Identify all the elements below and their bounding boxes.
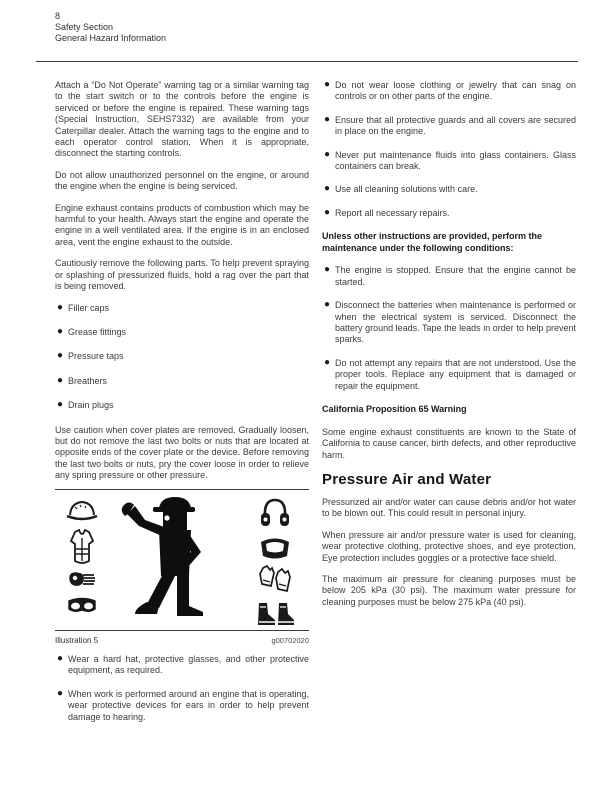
list-item: ● Wear a hard hat, protective glasses, and other protective equipment, as required. — [57, 652, 309, 676]
list-item: ● Filler caps — [57, 301, 110, 313]
figure-caption — [55, 630, 309, 646]
bullet-icon: ● — [324, 79, 331, 90]
paragraph: Do not allow unauthorized personnel on the engine, or around the engine when the engine is being serviced. — [55, 169, 309, 192]
paragraph: The maximum air pressure for cleaning purposes must be below 205 kPa (30 psi). The maximum water pressure for cleaning purposes must be below 275 kPa (40 psi). — [322, 573, 576, 607]
pressure-air-water-heading: Pressure Air and Water — [322, 470, 492, 488]
paragraph: Pressurized air and/or water can cause debris and/or hot water to be blown out. This could result in personal injury. — [322, 496, 576, 519]
respirator-icon — [67, 570, 97, 590]
paragraph: Cautiously remove the following parts. To help prevent spraying or splashing of pressurized fluids, hold a rag over the part that is being removed. — [55, 258, 309, 292]
bullet-icon: ● — [324, 299, 331, 311]
list-item: ● Grease fittings — [57, 325, 127, 337]
list-item: ● Never put maintenance fluids into glass containers. Glass containers can break. — [324, 148, 576, 172]
list-item: ● Ensure that all protective guards and all covers are secured in place on the engine. — [324, 113, 576, 137]
bullet-icon: ● — [57, 325, 64, 337]
paragraph: When pressure air and/or pressure water is used for cleaning, wear protective clothing, protective shoes, and eye protection. Eye protection includes goggles or a protective face shield. — [322, 529, 576, 563]
bullet-icon: ● — [324, 148, 331, 160]
paragraph: Some engine exhaust constituents are known to the State of California to cause cancer, birth defects, and other reproductive harm. — [322, 426, 576, 460]
bullet-icon: ● — [57, 687, 64, 699]
bullet-icon: ● — [57, 301, 64, 313]
gloves-icon — [257, 564, 293, 596]
bullet-icon: ● — [324, 206, 331, 218]
hard-hat-icon — [65, 498, 99, 524]
list-item: ● Use all cleaning solutions with care. — [324, 183, 478, 195]
figure-artwork — [55, 496, 309, 624]
right-column — [322, 80, 576, 618]
bullet-icon: ● — [57, 374, 64, 386]
ear-muffs-icon — [259, 496, 291, 530]
list-item: ● Disconnect the batteries when maintenance is performed or when the electrical system is serviced. Disconnect the battery ground leads. Tape the leads in order to help prevent sparks. — [324, 299, 576, 345]
worker-silhouette-icon — [115, 496, 233, 624]
safety-equipment-figure — [55, 489, 309, 646]
prop65-heading: California Proposition 65 Warning — [322, 404, 467, 415]
bullet-icon: ● — [324, 356, 331, 368]
left-icon-stack — [65, 498, 99, 615]
page-header — [55, 11, 166, 44]
list-item: ● Drain plugs — [57, 399, 114, 411]
list-item: ● Breathers — [57, 374, 108, 386]
bullet-icon: ● — [324, 183, 331, 195]
goggles-icon — [65, 595, 99, 615]
header-divider — [36, 61, 578, 62]
paragraph: Use caution when cover plates are removed. Gradually loosen, but do not remove the last two bolts or nuts that are located at opposite ends of the cover plate or the device. Before removing the last two bolts or nuts, pry the cover loose in order to relieve any spring pressure or other pressure. — [55, 424, 309, 481]
safety-vest-icon — [67, 529, 97, 565]
paragraph: Attach a “Do Not Operate” warning tag or a similar warning tag to the start switch or to the controls before the engine is serviced or before the engine is repaired. These warning tags (Special Instruction, SEHS7332) are available from your Caterpillar dealer. Attach the warning tags to the engine and to each operator control station. When it is appropriate, disconnect the starting controls. — [55, 80, 309, 159]
list-item: ● Report all necessary repairs. — [324, 206, 450, 218]
conditions-heading: Unless other instructions are provided, perform the maintenance under the following conditions: — [322, 231, 543, 253]
figure-reference-number: g00702020 — [271, 635, 309, 645]
left-column — [55, 80, 309, 735]
list-item: ● Pressure taps — [57, 350, 124, 362]
subsection-title: General Hazard Information — [55, 33, 167, 43]
list-item: ● Do not attempt any repairs that are not understood. Use the proper tools. Replace any equipment that is damaged or repair the equipment. — [324, 356, 576, 391]
list-item: ● The engine is stopped. Ensure that the engine cannot be started. — [324, 264, 576, 287]
face-shield-icon — [258, 534, 292, 560]
bullet-icon: ● — [57, 399, 64, 411]
boots-icon — [255, 600, 295, 630]
bullet-icon: ● — [57, 350, 64, 362]
list-item: ● Do not wear loose clothing or jewelry that can snag on controls or on other parts of the engine. — [324, 79, 576, 102]
right-icon-stack — [255, 496, 295, 630]
bullet-icon: ● — [57, 652, 64, 664]
list-item: ● When work is performed around an engine that is operating, wear protective devices for ears in order to help prevent damage to hearing. — [57, 687, 309, 722]
bullet-icon: ● — [324, 264, 331, 276]
bullet-icon: ● — [324, 113, 331, 125]
section-title: Safety Section — [55, 22, 114, 32]
page-number: 8 — [55, 11, 61, 21]
figure-label: Illustration 5 — [55, 635, 99, 645]
paragraph: Engine exhaust contains products of combustion which may be harmful to your health. Always start the engine and operate the engine in a well ventilated area. If the engine is in an enclosed area, vent the engine exhaust to the outside. — [55, 202, 309, 247]
